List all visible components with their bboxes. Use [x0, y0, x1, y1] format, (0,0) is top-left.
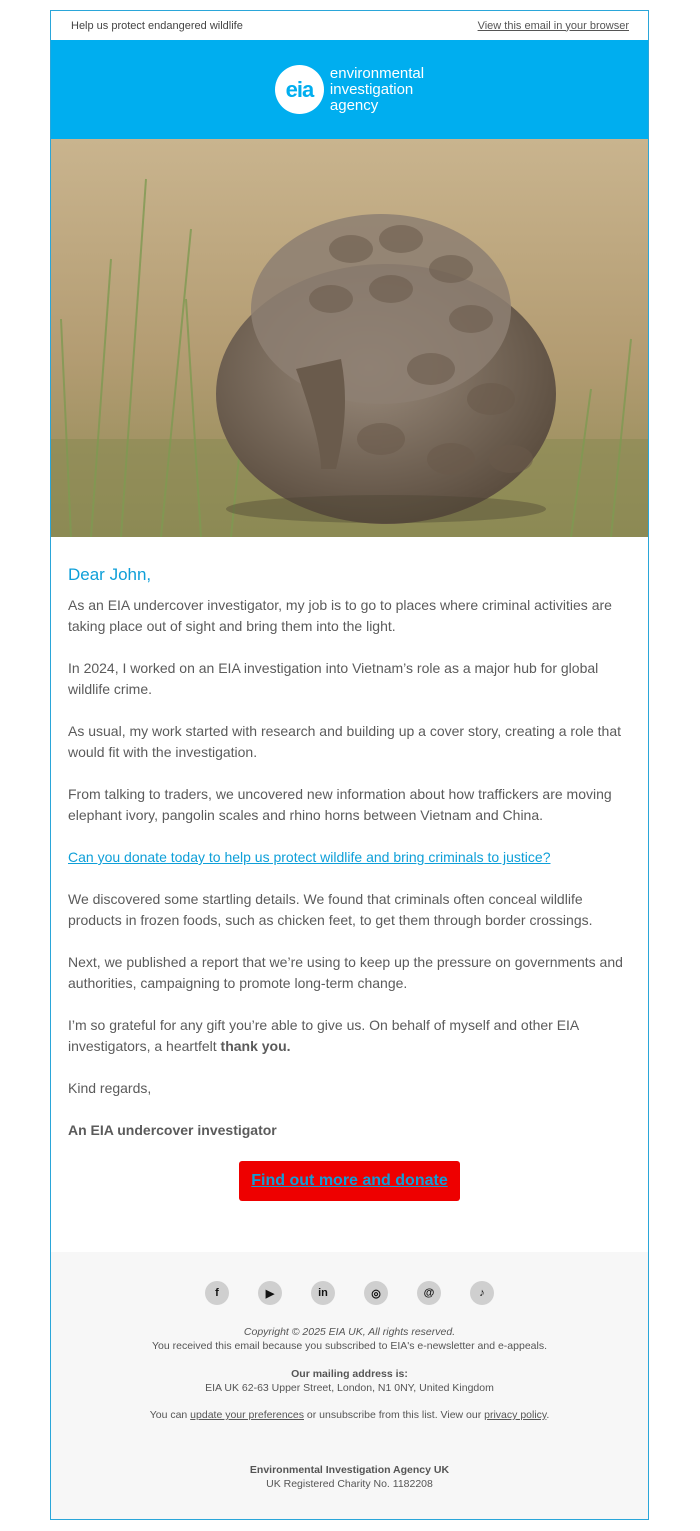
- view-in-browser-link[interactable]: View this email in your browser: [477, 19, 629, 32]
- tiktok-icon[interactable]: ♪: [470, 1281, 494, 1305]
- eia-logo[interactable]: [275, 65, 424, 114]
- donate-link[interactable]: Can you donate today to help us protect wildlife and bring criminals to justice?: [68, 849, 551, 865]
- preferences-line: You can update your preferences or unsubscribe from this list. View our privacy policy.: [149, 1409, 550, 1421]
- mailing-address-label: Our mailing address is:: [291, 1368, 408, 1380]
- update-preferences-link[interactable]: update your preferences: [190, 1409, 304, 1421]
- eia-logo-mark: eia: [275, 65, 324, 114]
- preheader-tagline: Help us protect endangered wildlife: [71, 19, 243, 32]
- instagram-icon[interactable]: ◎: [364, 1281, 388, 1305]
- paragraph-findings: We discovered some startling details. We found that criminals often conceal wildlife products in frozen foods, such as chicken feet, to get them through border crossings.: [68, 891, 593, 928]
- organisation-name: Environmental Investigation Agency UK: [249, 1464, 450, 1476]
- paragraph-intro: As an EIA undercover investigator, my job is to go to places where criminal activities are taking place out of sight and bring them into the light.: [68, 597, 612, 634]
- privacy-policy-link[interactable]: privacy policy: [484, 1409, 547, 1421]
- email-container: [50, 10, 649, 1520]
- copyright: Copyright © 2025 EIA UK, All rights reserved.: [243, 1326, 456, 1338]
- header-banner: [51, 40, 648, 139]
- preheader: [51, 11, 648, 40]
- closing: Kind regards,: [68, 1080, 152, 1096]
- subscription-reason: You received this email because you subscribed to EIA's e-newsletter and e-appeals.: [151, 1340, 547, 1352]
- donate-link-paragraph: [68, 847, 631, 868]
- letter-body: [51, 537, 648, 1201]
- paragraph-report: Next, we published a report that we’re using to keep up the pressure on governments and authorities, campaigning to promote long-term change.: [68, 954, 623, 991]
- youtube-icon[interactable]: ▶: [258, 1281, 282, 1305]
- hero-image-pangolin: [51, 139, 648, 537]
- greeting: Dear John,: [68, 565, 152, 584]
- donate-button[interactable]: Find out more and donate: [239, 1161, 459, 1201]
- eia-logo-wordmark: environmental investigation agency: [329, 64, 425, 114]
- charity-number: UK Registered Charity No. 1182208: [266, 1478, 433, 1490]
- paragraph-investigation: In 2024, I worked on an EIA investigation into Vietnam’s role as a major hub for global wildlife crime.: [68, 660, 599, 697]
- linkedin-icon[interactable]: in: [311, 1281, 335, 1305]
- threads-icon[interactable]: @: [417, 1281, 441, 1305]
- social-links: [51, 1281, 648, 1305]
- footer: [51, 1252, 648, 1519]
- paragraph-cover-story: As usual, my work started with research and building up a cover story, creating a role that would fit with the investigation.: [68, 723, 622, 760]
- signature: An EIA undercover investigator: [68, 1122, 277, 1138]
- paragraph-traders: From talking to traders, we uncovered new information about how traffickers are moving elephant ivory, pangolin scales and rhino horns between Vietnam and China.: [68, 786, 612, 823]
- facebook-icon[interactable]: f: [205, 1281, 229, 1305]
- mailing-address: EIA UK 62-63 Upper Street, London, N1 0NY, United Kingdom: [205, 1382, 494, 1394]
- paragraph-thanks: I’m so grateful for any gift you’re able to give us. On behalf of myself and other EIA investigators, a heartfelt thank you.: [68, 1017, 579, 1054]
